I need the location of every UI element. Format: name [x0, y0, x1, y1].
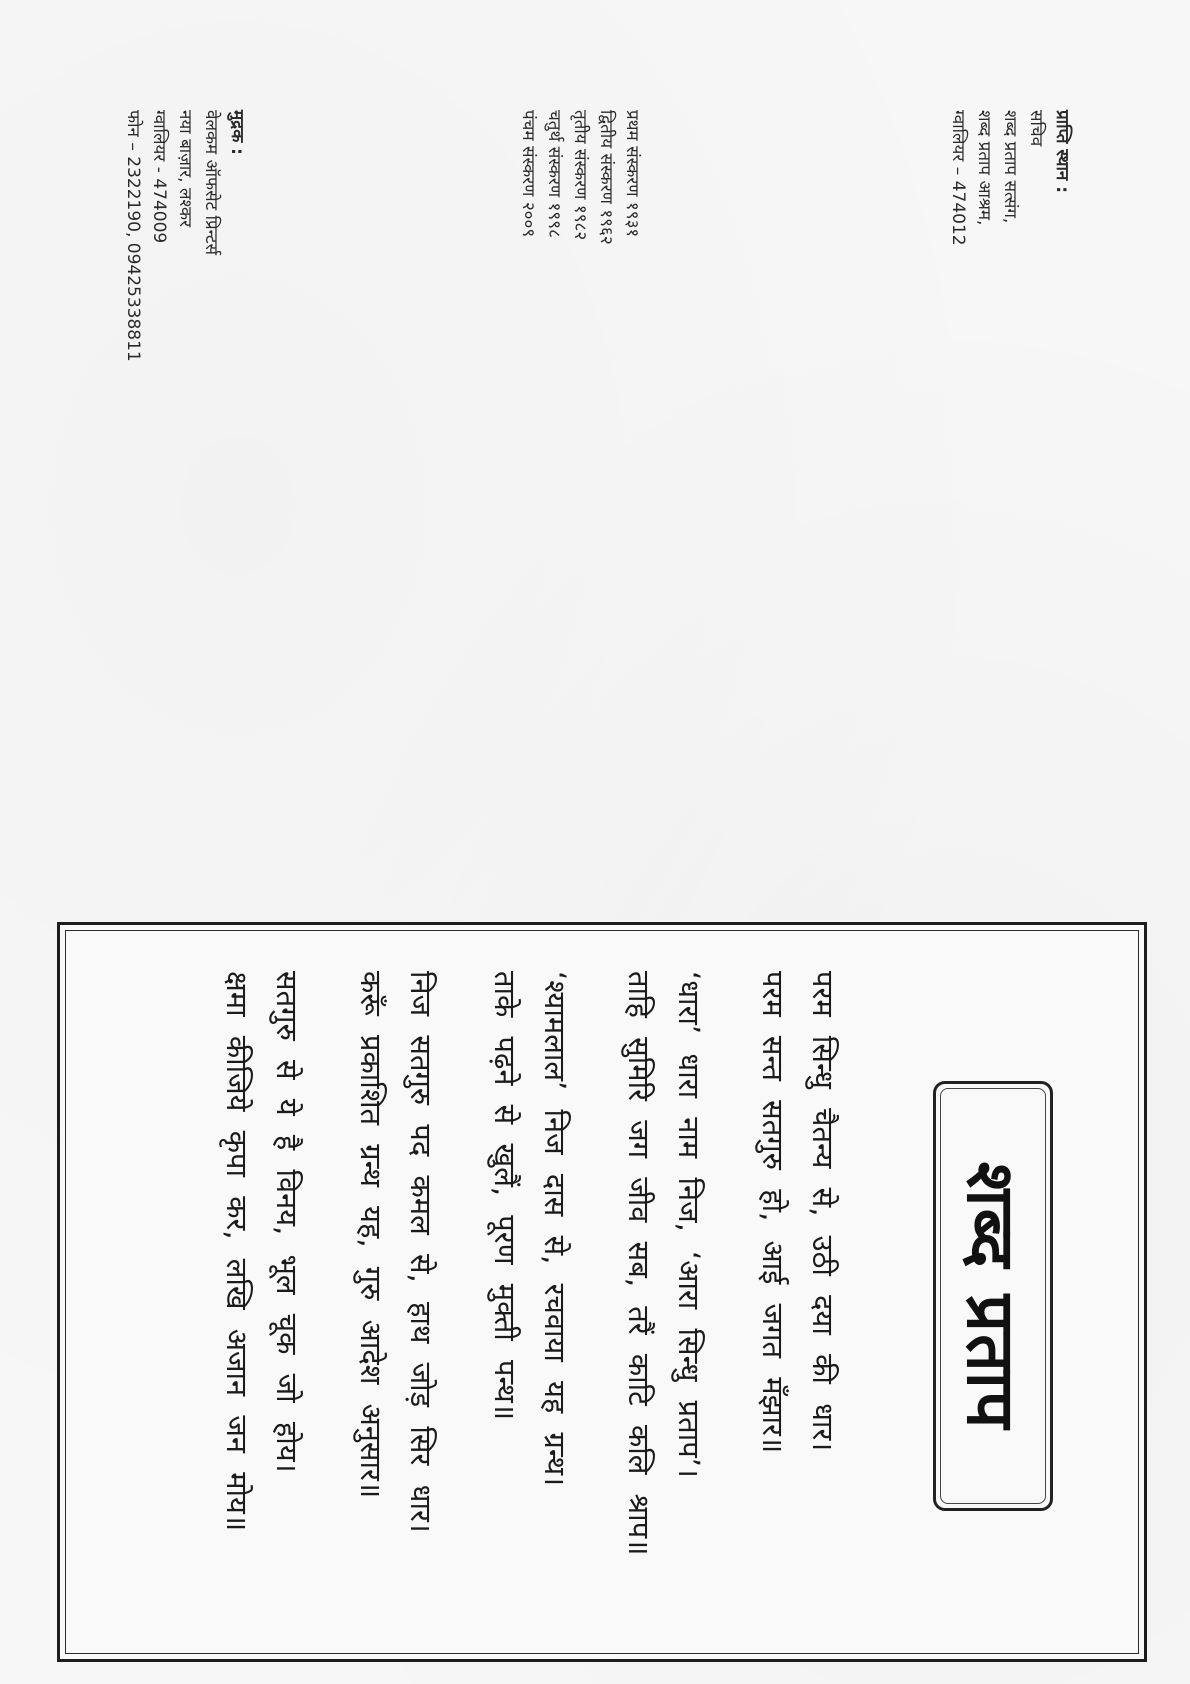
printer-line: फोन – 2322190, 09425338811 — [123, 110, 143, 362]
poem-line: ‘श्यामलाल’ निज दास से, रचवाया यह ग्रन्थ। — [538, 971, 572, 1487]
distributor-line: शब्द प्रताप सत्संग, — [1000, 110, 1020, 224]
edition-line: चतुर्थ संस्करण १९९८ — [544, 110, 564, 238]
poem-title: शब्द प्रताप — [952, 1161, 1029, 1431]
poem-line: निज सतगुरु पद कमल से, हाथ जोड़ सिर धार। — [404, 971, 438, 1533]
edition-line: तृतीय संस्करण १९८२ — [570, 110, 590, 241]
poem-stanza — [614, 971, 714, 1641]
editions-info — [515, 110, 645, 245]
poem-line: सतगुरु से ये है विनय, भूल चूक जो होय। — [270, 971, 304, 1473]
printer-line: ग्वालियर - 474009 — [149, 110, 169, 244]
poem-panel — [57, 922, 1147, 1662]
poem-line: ‘धारा’ धारा नाम निज, ‘आरा सिन्धु प्रताप’। — [672, 971, 706, 1478]
poem-line: क्षमा कीजिये कृपा कर, लखि अजान जन मोय॥ — [220, 971, 254, 1532]
edition-line: प्रथम संस्करण १९३१ — [622, 110, 642, 238]
poem-stanza — [346, 971, 446, 1641]
poem-line: ताके पढ़ने से खुलैं, पूरण मुक्ती पन्थ॥ — [488, 971, 522, 1421]
edition-line: द्वितीय संस्करण १९६२ — [596, 110, 616, 245]
poem-line: परम सिन्धु चैतन्य से, उठी दया की धार। — [806, 971, 840, 1452]
printer-line: वेलकम ऑफसेट प्रिन्टर्स — [201, 110, 221, 256]
title-box-inner — [940, 1088, 1046, 1504]
printer-line: नया बाज़ार, लश्कर — [175, 110, 195, 228]
distributor-line: सचिव — [1026, 110, 1046, 147]
edition-line: पंचम संस्करण २००९ — [518, 110, 538, 238]
poem-body — [178, 971, 848, 1641]
distributor-info — [945, 110, 1075, 246]
printer-info — [120, 110, 250, 362]
distributor-heading: प्राप्ति स्थान : — [1052, 110, 1072, 194]
poem-stanza — [480, 971, 580, 1641]
distributor-line: शब्द प्रताप आश्रम, — [974, 110, 994, 226]
poem-stanza — [212, 971, 312, 1641]
printer-heading: मुद्रक : — [227, 110, 247, 155]
poem-line: ताहि सुमिरि जग जीव सब, तरैं काटि कलि श्राप॥ — [622, 971, 656, 1556]
poem-panel-inner-border — [65, 930, 1139, 1654]
distributor-line: ग्वालियर – 474012 — [948, 110, 968, 246]
title-box — [933, 1081, 1053, 1511]
poem-stanza — [748, 971, 848, 1641]
poem-line: करूँ प्रकाशित ग्रन्थ यह, गुरु आदेश अनुसार॥ — [354, 971, 388, 1499]
poem-line: परम सन्त सतगुरु हो, आई जगत मँझार॥ — [756, 971, 790, 1454]
